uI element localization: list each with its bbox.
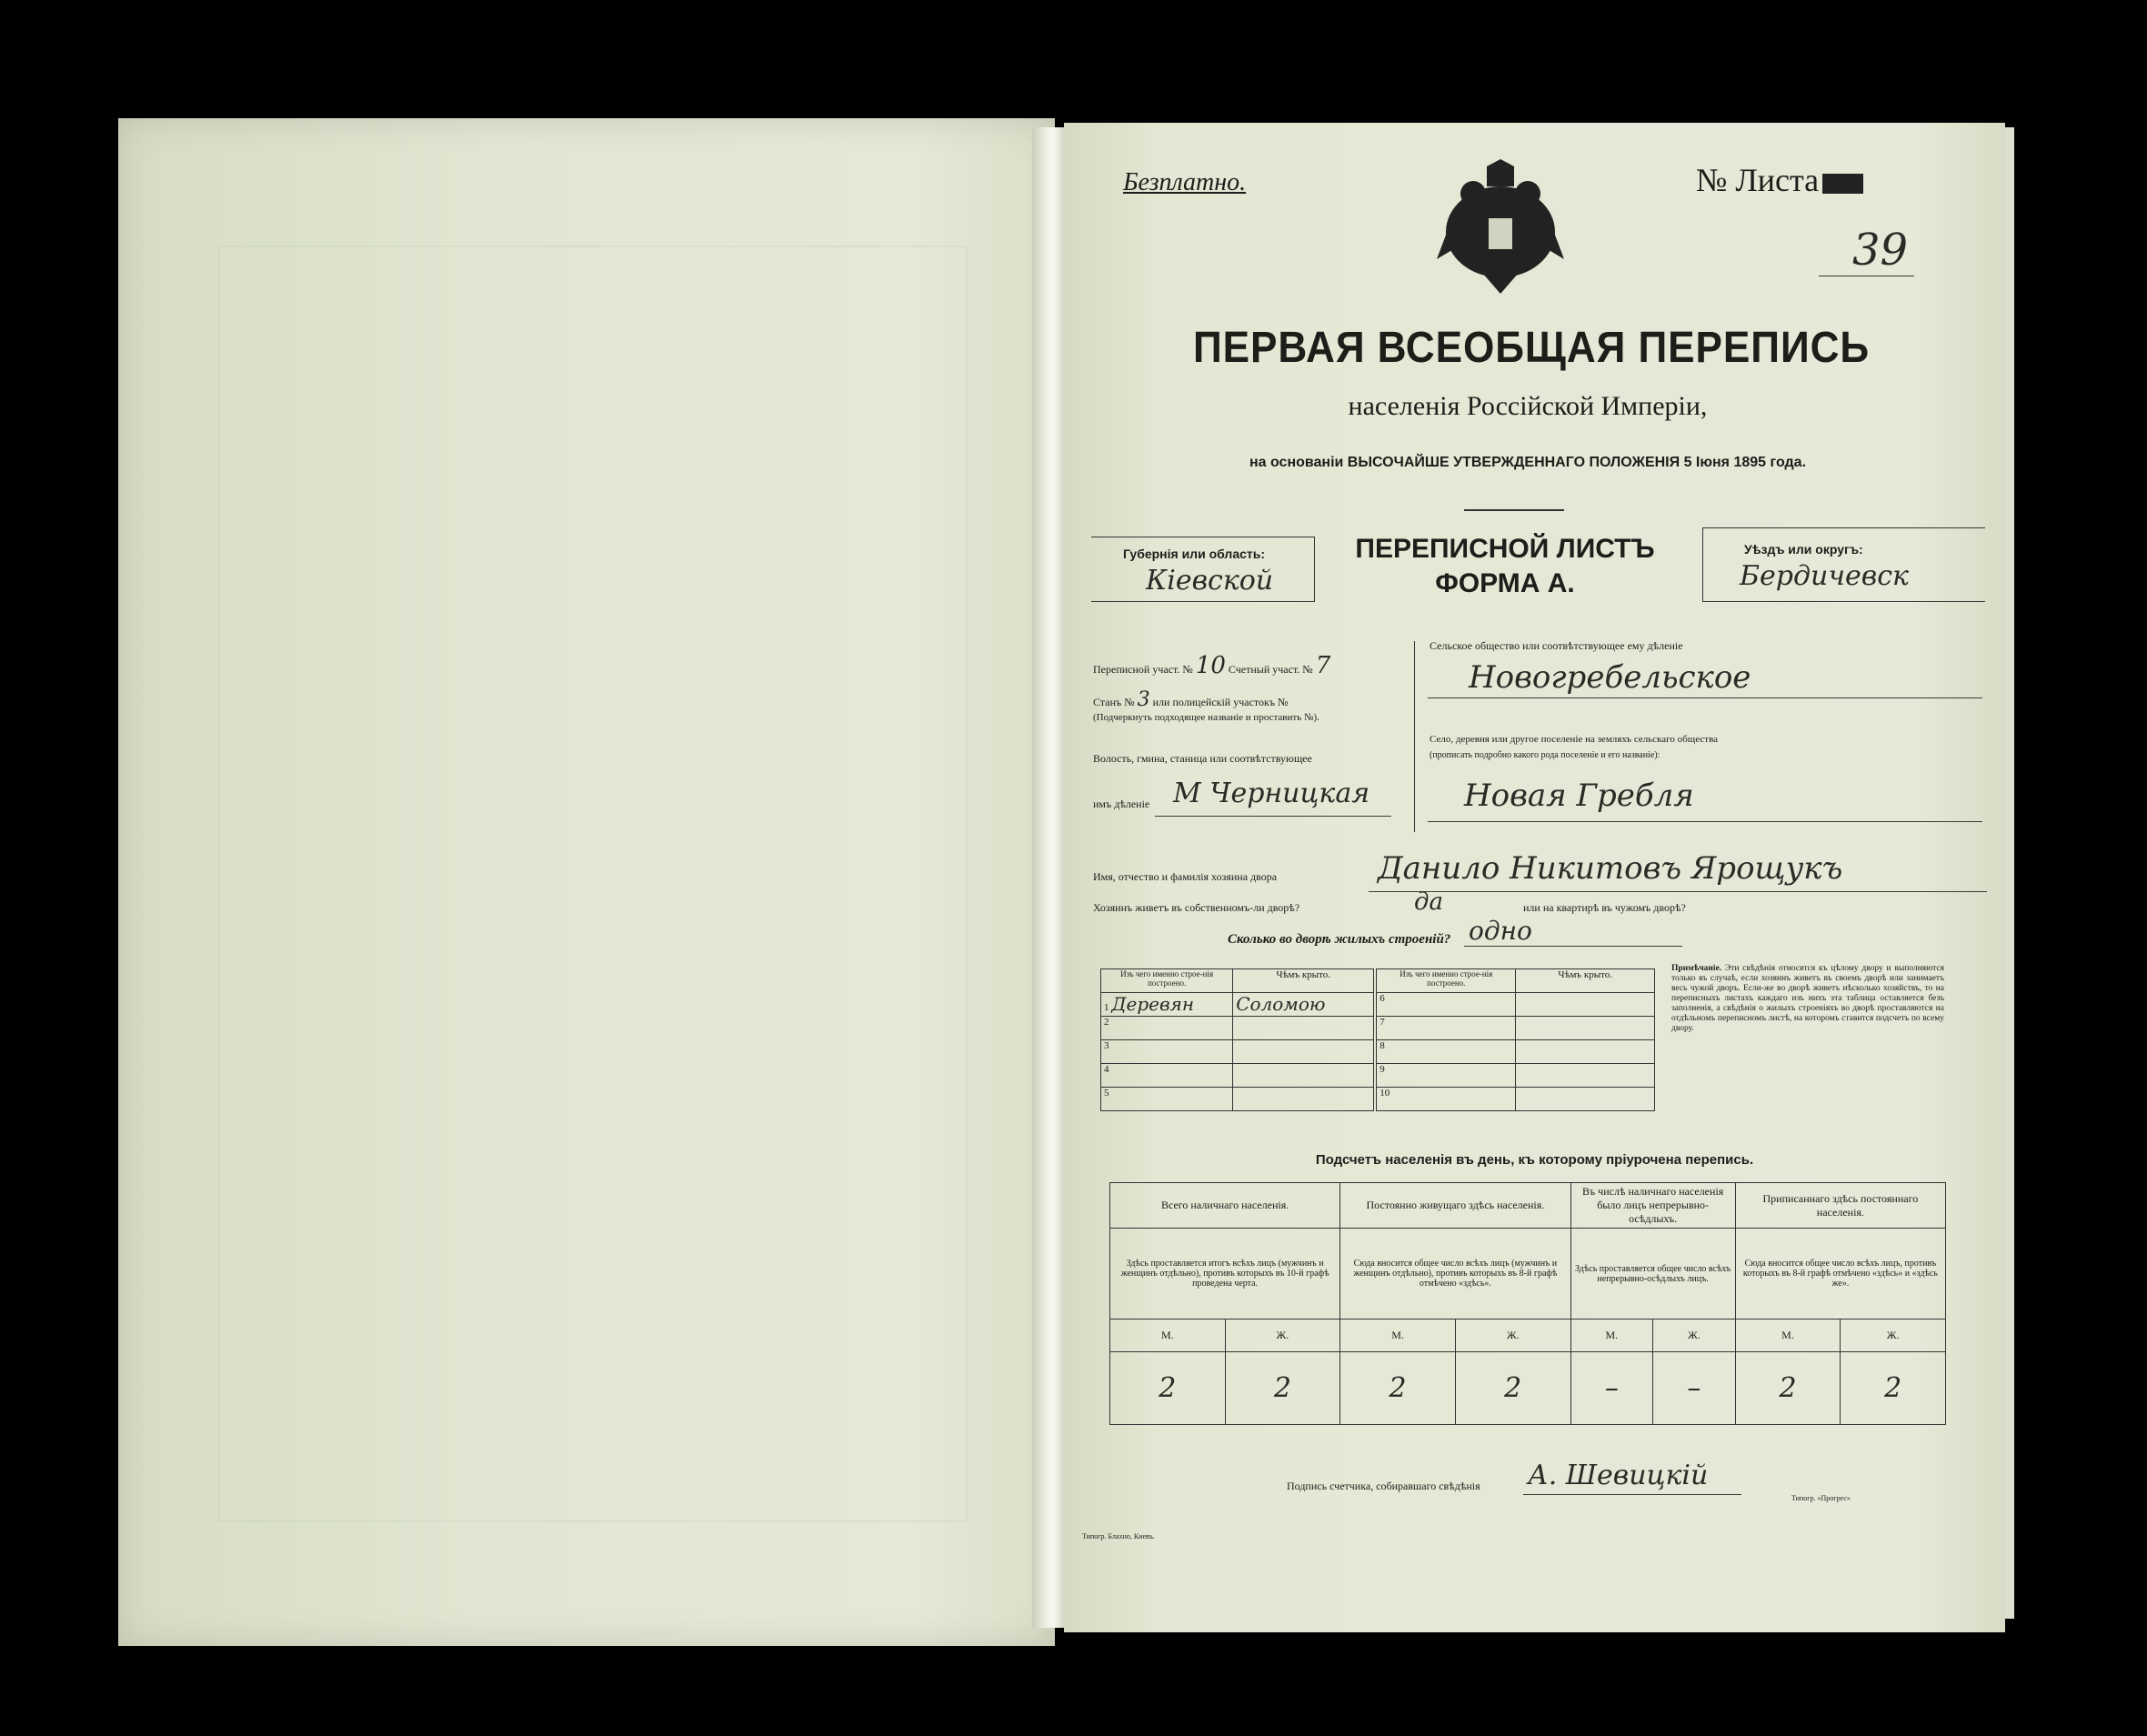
enumeration-district-line: Переписной участ. № 10 Счетный участ. № 7 <box>1093 652 1331 679</box>
province-value: Кіевской <box>1146 565 1274 597</box>
form-subtitle: населенія Россійской Имперіи, <box>1348 391 1708 421</box>
printer-right: Типогр. «Прогрес» <box>1791 1494 1851 1502</box>
census-summary-table: Всего наличнаго населенія. Постоянно живущаго здѣсь населенія. Въ числѣ наличнаго населенія было лицъ непрерывно-осѣдлыхъ. Приписаннаго здѣсь постояннаго населенія. Здѣсь проставляется итогъ всѣхъ лицъ (мужчинъ и женщинъ отдѣльно), противъ которыхъ въ 10-й графѣ проведена черта. Сюда вносится общее число всѣхъ лицъ (мужчинъ и женщинъ отдѣльно), противъ которыхъ въ 8-й графѣ отмѣчено «здѣсь». Здѣсь проставляется общее число всѣхъ непрерывно-осѣдлыхъ лицъ. Сюда вносится общее число всѣхъ лицъ, противъ которыхъ въ 8-й графѣ отмѣчено «здѣсь» и «здѣсь же». М. Ж. М. Ж. М. Ж. М. Ж. 2 2 2 2 – – 2 2 <box>1109 1182 1946 1425</box>
buildings-label: Сколько во дворѣ жилыхъ строеній? <box>1228 932 1451 947</box>
own-yard-value: да <box>1414 888 1443 916</box>
society-label: Сельское общество или соотвѣтствующее ему дѣленіе <box>1430 639 1683 652</box>
form-title-2: ФОРМА А. <box>1435 568 1575 598</box>
volost-label: Волость, гмина, станица или соотвѣтствующее <box>1093 752 1312 765</box>
permanent-female: 2 <box>1455 1352 1570 1425</box>
census-summary-title: Подсчетъ населенія въ день, къ которому пріурочена перепись. <box>1315 1152 1754 1168</box>
stan-line: Станъ № 3 или полицейскій участокъ № <box>1093 688 1289 711</box>
stan-note: (Подчеркнуть подходящее названіе и проставить №). <box>1093 712 1319 723</box>
village-note: (прописать подробно какого рода поселеніе и его названіе): <box>1430 750 1660 760</box>
form-basis-line: на основаніи ВЫСОЧАЙШЕ УТВЕРЖДЕННАГО ПОЛОЖЕНІЯ 5 Іюня 1895 года. <box>1249 455 1807 470</box>
permanent-male: 2 <box>1340 1352 1456 1425</box>
village-value: Новая Гребля <box>1464 778 1694 814</box>
signature-value: А. Шевицкій <box>1528 1460 1709 1491</box>
form-main-title: ПЕРВАЯ ВСЕОБЩАЯ ПЕРЕПИСЬ <box>1193 324 1871 372</box>
book-spine <box>1032 127 1068 1628</box>
rent-label: или на квартирѣ въ чужомъ дворѣ? <box>1523 901 1686 914</box>
province-box: Губернія или область: Кіевской <box>1091 537 1315 602</box>
buildings-table: Изъ чего именно строе-нія построено. Чѣмъ крыто. Изъ чего именно строе-нія построено. Чѣмъ крыто. 1 Деревян Соломою 6 2 7 3 8 4 9 5 10 <box>1100 968 1655 1111</box>
registered-female: 2 <box>1841 1352 1946 1425</box>
district-value: Бердичевск <box>1740 560 1909 592</box>
form-title-1: ПЕРЕПИСНОЙ ЛИСТЪ <box>1355 534 1655 564</box>
settled-male: – <box>1570 1352 1653 1425</box>
volost-value: М Черницкая <box>1173 778 1370 809</box>
ornament-divider <box>1464 509 1564 511</box>
registered-male: 2 <box>1735 1352 1841 1425</box>
settled-female: – <box>1653 1352 1736 1425</box>
buildings-note: Примѣчаніе. Эти свѣдѣнія относятся къ цѣлому двору и выполняются только въ случаѣ, если хозяинъ живетъ въ своемъ дворѣ или занимаетъ весь чужой дворъ. Если-же во дворѣ живетъ нѣсколько хозяйствъ, то на переписныхъ листахъ каждаго изъ нихъ эта таблица оставляется безъ заполненія, а свѣдѣнія о жилыхъ строеніяхъ во дворѣ проставляются на отдѣльномъ переписномъ листѣ, на которомъ ставится подсчетъ по всему двору. <box>1671 964 1945 1033</box>
double-headed-eagle-icon <box>1432 159 1569 296</box>
volost-label-2: имъ дѣленіе <box>1093 798 1150 810</box>
district-box: Уѣздъ или округъ: Бердичевск <box>1702 527 1985 602</box>
field-divider <box>1414 641 1415 832</box>
owner-name-label: Имя, отчество и фамилія хозяина двора <box>1093 870 1278 883</box>
buildings-value: одно <box>1469 916 1532 946</box>
printer-left: Типогр. Блахно, Киевъ. <box>1082 1532 1155 1540</box>
bleed-through <box>218 246 968 1522</box>
free-label: Безплатно. <box>1123 168 1247 196</box>
own-yard-label: Хозяинъ живетъ въ собственномъ-ли дворѣ? <box>1093 901 1300 914</box>
signature-label: Подпись счетчика, собиравшаго свѣдѣнія <box>1287 1480 1480 1492</box>
owner-name-value: Данило Никитовъ Ярощукъ <box>1378 850 1843 887</box>
sheet-number-label: № Листа <box>1696 161 1863 199</box>
sheet-number-value: 39 <box>1852 225 1909 276</box>
society-value: Новогребельское <box>1469 659 1751 696</box>
total-male: 2 <box>1110 1352 1226 1425</box>
census-form-page <box>1064 123 2005 1632</box>
village-label: Село, деревня или другое поселеніе на земляхъ сельскаго общества <box>1430 734 1719 745</box>
total-female: 2 <box>1225 1352 1340 1425</box>
left-page <box>118 118 1055 1646</box>
